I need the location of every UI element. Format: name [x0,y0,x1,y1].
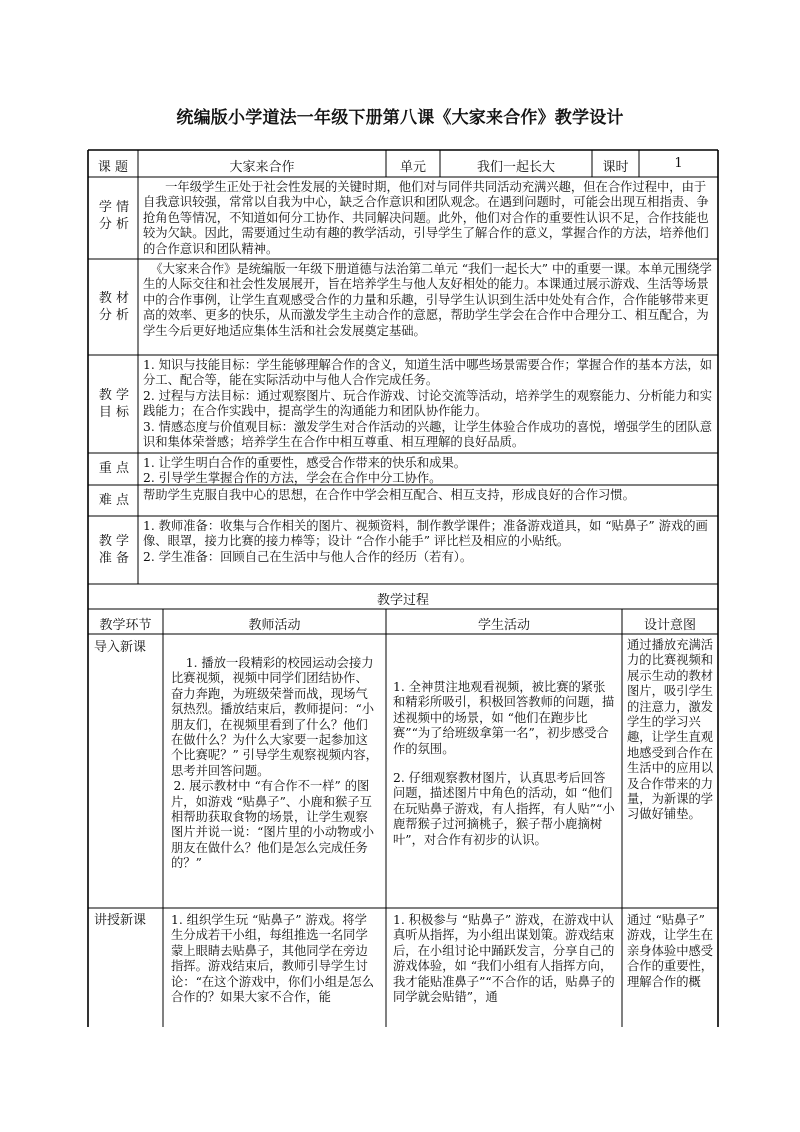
xueqing-label-line2: 分 析 [98,217,130,232]
jiaocai-text: 《大家来合作》是统编版一年级下册道德与法治第二单元 “我们一起长大” 中的重要一课。本单元围绕学生的人际交往和社会性发展展开，旨在培养学生与他人友好相处的能力。本课通过展示游戏、生活等场景中的合作事例，让学生直观感受合作的力量和乐趣，引导学生认识到生活中处处有合作，合作能够带来更高的效率、更多的快乐，从而激发学生主动合作的意愿，帮助学生学会在合作中合理分工、相互配合，为学生今后更好地适应集体生活和社会发展奠定基础。 [143,262,712,338]
col-header-student: 学生活动 [477,618,530,633]
xueqing-label [90,199,138,233]
col-header-teacher: 教师活动 [248,618,301,633]
nandian-label-line1: 难 点 [98,493,130,508]
mubiao-label [90,387,138,421]
student-activity-intro [393,680,615,848]
zhongdian-item: 1. 让学生明白合作的重要性，感受合作带来的快乐和成果。 [143,456,467,470]
student-activity-item: 1. 积极参与 “贴鼻子” 游戏，在游戏中认真听从指挥，为小组出谋划策。游戏结束后，在小组讨论中踊跃发言，分享自己的游戏体验，如 “我们小组有人指挥方向，我才能贴准鼻子”“不合作的话，贴鼻子的同学就会贴错”，通 [393,913,615,1005]
col-header-stage: 教学环节 [99,618,152,633]
student-activity-lecture [393,913,615,1005]
teacher-activity-item: 1. 组织学生玩 “贴鼻子” 游戏。将学生分成若干小组，每组推选一名同学蒙上眼睛去贴鼻子，其他同学在旁边指挥。游戏结束后，教师引导学生讨论：“在这个游戏中，你们小组是怎么合作的？如果大家不合作，能 [171,913,375,1005]
zhongdian-item: 2. 引导学生掌握合作的方法，学会在合作中分工协作。 [143,471,442,486]
teacher-activity-lecture [171,913,378,1005]
process-heading: 教学过程 [376,593,429,608]
zhunbei-label-line2: 准 备 [98,551,130,566]
student-activity-item: 1. 全神贯注地观看视频，被比赛的紧张和精彩所吸引，积极回答教师的问题，描述视频中的场景，如 “他们在跑步比赛”“为了给班级拿第一名”，初步感受合作的氛围。 [393,680,615,756]
col-header-intent: 设计意图 [643,618,696,633]
unit-value: 我们一起长大 [476,160,555,175]
hours-label: 课时 [602,160,629,175]
zhunbei-label-line1: 教 学 [98,534,130,549]
nandian-label [90,492,138,509]
intent-lecture: 通过 “贴鼻子” 游戏，让学生在亲身体验中感受合作的重要性，理解合作的概 [627,913,714,989]
course-label: 课 题 [97,160,129,175]
course-value: 大家来合作 [229,160,295,175]
teacher-activity-item: 2. 展示教材中 “有合作不一样” 的图片，如游戏 “贴鼻子”、小鹿和猴子互相帮助获取食物的场景，让学生观察图片并说一说：“图片里的小动物或小朋友在做什么？他们是怎么完成任务的？” [171,779,375,871]
xueqing-text: 一年级学生正处于社会性发展的关键时期，他们对与同伴共同活动充满兴趣，但在合作过程中，由于自我意识较强，常常以自我为中心，缺乏合作意识和团队观念。在遇到问题时，可能会出现互相指责、争抢角色等情况，不知道如何分工协作、共同解决问题。此外，他们对合作的重要性认识不足，合作技能也较为欠缺。因此，需要通过生动有趣的教学活动，引导学生了解合作的意义，掌握合作的方法，培养他们的合作意识和团队精神。 [143,180,709,256]
zhongdian-text [143,456,714,487]
zhunbei-item: 2. 学生准备：回顾自己在生活中与他人合作的经历（若有）。 [143,549,473,564]
student-activity-item: 2. 仔细观察教材图片，认真思考后回答问题，描述图片中角色的活动，如 “他们在玩贴鼻子游戏，有人指挥，有人贴”“小鹿帮猴子过河摘桃子，猴子帮小鹿摘树叶”，对合作有初步的认识。 [393,771,615,847]
mubiao-item: 2. 过程与方法目标：通过观察图片、玩合作游戏、讨论交流等活动，培养学生的观察能力、分析能力和实践能力；在合作实践中，提高学生的沟通能力和团队协作能力。 [143,388,713,419]
jiaocai-label-line2: 分 析 [98,308,130,323]
mubiao-item: 3. 情感态度与价值观目标：激发学生对合作活动的兴趣，让学生体验合作成功的喜悦，增强学生的团队意识和集体荣誉感；培养学生在合作中相互尊重、相互理解的良好品质。 [143,419,713,450]
xueqing-label-line1: 学 情 [98,200,130,215]
unit-label: 单元 [399,160,426,175]
zhunbei-item: 1. 教师准备：收集与合作相关的图片、视频资料，制作教学课件；准备游戏道具，如 “贴鼻子” 游戏的画像、眼罩，接力比赛的接力棒等；设计 “合作小能手” 评比栏及相应的小贴纸。 [143,519,708,549]
mubiao-label-line1: 教 学 [98,388,130,403]
nandian-text: 帮助学生克服自我中心的思想，在合作中学会相互配合、相互支持，形成良好的合作习惯。 [143,488,635,502]
zhunbei-text [143,519,714,565]
zhunbei-label [90,533,138,567]
jiaocai-label-line1: 教 材 [98,291,130,306]
zhongdian-label [90,460,138,477]
stage-name-lecture: 讲授新课 [94,913,147,928]
document-title: 统编版小学道法一年级下册第八课《大家来合作》教学设计 [176,108,624,128]
stage-name-intro: 导入新课 [94,640,147,655]
teacher-activity-intro [171,656,378,872]
zhongdian-label-line1: 重 点 [98,461,130,476]
hours-value: 1 [674,156,683,171]
intent-intro: 通过播放充满活力的比赛视频和展示生动的教材图片，吸引学生的注意力，激发学生的学习兴趣，让学生直观地感受到合作在生活中的应用以及合作带来的力量，为新课的学习做好铺垫。 [627,638,714,822]
jiaocai-label [90,290,138,324]
mubiao-label-line2: 目 标 [98,405,130,420]
mubiao-item: 1. 知识与技能目标：学生能够理解合作的含义，知道生活中哪些场景需要合作；掌握合作的基本方法，如分工、配合等，能在实际活动中与他人合作完成任务。 [143,358,713,388]
teacher-activity-item: 1. 播放一段精彩的校园运动会接力比赛视频，视频中同学们团结协作、奋力奔跑，为班级荣誉而战，现场气氛热烈。播放结束后，教师提问：“小朋友们，在视频里看到了什么？他们在做什么？为什么大家要一起参加这个比赛呢？” 引导学生观察视频内容，思考并回答问题。 [171,656,378,778]
mubiao-text [143,358,714,450]
